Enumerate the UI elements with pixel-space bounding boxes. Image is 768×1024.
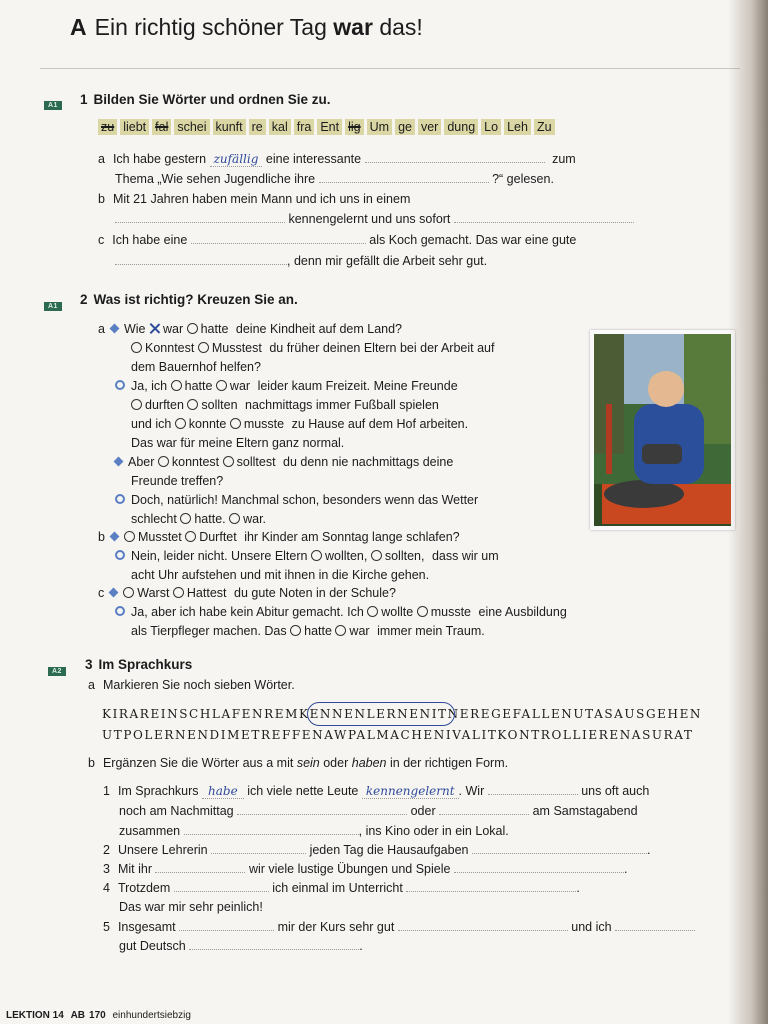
syllable: re [249,119,266,135]
option-circle-icon[interactable] [371,550,382,561]
answer-blank[interactable] [472,843,647,854]
ex2-line: Nein, leider nicht. Unsere Eltern wollten, sollten, dass wir um [115,549,499,563]
ex2-line: durften sollten nachmittags immer Fußball spielen [131,398,439,412]
syllable: Ent [317,119,342,135]
lesson-label: LEKTION 14 [6,1010,64,1021]
checked-circle-icon[interactable] [149,323,160,334]
syllable: ver [418,119,441,135]
ex2-line: und ich konnte musste zu Hause auf dem Hof arbeiten. [131,417,469,431]
answer-blank[interactable] [115,212,285,223]
ab-label: AB [70,1010,86,1021]
answer-blank[interactable] [319,172,489,183]
exercise-3-badge: A2 [48,660,66,678]
speaker-circle-icon [115,606,125,616]
ex1-b-line2: kennengelernt und uns sofort [115,212,634,226]
photo-boy-on-tractor [590,330,735,530]
page-title [70,14,423,41]
ex3-sentence-3: 3 Mit ihr wir viele lustige Übungen und Spiele . [103,862,628,876]
option-circle-icon[interactable] [187,323,198,334]
ex2-line: a Wie war hatte deine Kindheit auf dem Land? [98,322,403,336]
photo-illustration [594,334,731,526]
title-bold: war [333,14,373,40]
ex1-c-line2: , denn mir gefällt die Arbeit sehr gut. [115,254,487,268]
option-circle-icon[interactable] [229,513,240,524]
book-spine-shadow [728,0,768,1024]
ex1-a-line1: a Ich habe gestern zufällig eine interessante zum [98,152,576,166]
option-circle-icon[interactable] [230,418,241,429]
syllable: Lo [481,119,501,135]
answer-blank[interactable] [184,824,359,835]
answer-blank[interactable] [365,152,545,163]
answer-blank[interactable] [237,804,407,815]
ex1-b-line1: b Mit 21 Jahren haben mein Mann und ich uns in einem [98,192,411,206]
answer-blank[interactable] [189,939,359,950]
option-circle-icon[interactable] [131,342,142,353]
ex2-line: dem Bauernhof helfen? [131,360,261,374]
answer-blank[interactable] [615,920,695,931]
section-letter: A [70,14,87,40]
ex1-c-line1: c Ich habe eine als Koch gemacht. Das war eine gute [98,233,577,247]
answer-blank[interactable] [155,862,245,873]
answer-blank[interactable] [488,784,578,795]
answer-blank[interactable] [439,804,529,815]
ex1-a-line2: Thema „Wie sehen Jugendliche ihre ?“ gelesen. [115,172,554,186]
word-search-row-2[interactable]: UTPOLERNENDIMETREFFENAWPALMACHENIVALITKONTROLLIERENASURAT [102,728,694,742]
ex3-sentence-5-line2: gut Deutsch . [119,939,363,953]
ex2-line: acht Uhr aufstehen und mit ihnen in die Kirche gehen. [131,568,430,582]
ex2-line: Ja, aber ich habe kein Abitur gemacht. Ich wollte musste eine Ausbildung [115,605,567,619]
ex3-sentence-4-line2: Das war mir sehr peinlich! [119,900,263,914]
circled-word-marker [307,702,455,726]
option-circle-icon[interactable] [216,380,227,391]
ex2-line: Freunde treffen? [131,474,224,488]
ex2-line: Doch, natürlich! Manchmal schon, besonders wenn das Wetter [115,493,478,507]
handwritten-answer: habe [202,784,244,799]
exercise-1-badge: A1 [44,94,62,112]
option-circle-icon[interactable] [335,625,346,636]
option-circle-icon[interactable] [185,531,196,542]
syllable: Leh [504,119,531,135]
word-search-row-1[interactable]: KIRAREINSCHLAFENREMKENNENLERNENITNEREGEFALLENUTASAUSGEHEN [102,707,703,721]
ex3-b-instruction: b Ergänzen Sie die Wörter aus a mit sein oder haben in der richtigen Form. [88,756,509,770]
ex3-sentence-1-line1: 1 Im Sprachkurs habe ich viele nette Leute kennengelernt . Wir uns oft auch [103,784,650,798]
option-circle-icon[interactable] [158,456,169,467]
speaker-circle-icon [115,380,125,390]
ex3-a-instruction: a Markieren Sie noch sieben Wörter. [88,678,295,692]
option-circle-icon[interactable] [123,587,134,598]
speaker-diamond-icon [110,532,120,542]
ex2-line: Das war für meine Eltern ganz normal. [131,436,345,450]
answer-blank[interactable] [191,233,366,244]
syllable: Zu [534,119,555,135]
ex3-sentence-5: 5 Insgesamt mir der Kurs sehr gut und ich [103,920,695,934]
answer-blank[interactable] [211,843,306,854]
page-footer [6,1010,191,1021]
syllable: liebt [120,119,149,135]
option-circle-icon[interactable] [198,342,209,353]
syllable: dung [444,119,478,135]
syllable-bank [98,118,558,136]
option-circle-icon[interactable] [187,399,198,410]
ex2-line: c Warst Hattest du gute Noten in der Schule? [98,586,396,600]
syllable: Um [367,119,392,135]
exercise-2-heading: 2 Was ist richtig? Kreuzen Sie an. [80,292,298,307]
exercise-1-heading: 1 Bilden Sie Wörter und ordnen Sie zu. [80,92,331,107]
speaker-diamond-icon [109,588,119,598]
answer-blank[interactable] [454,862,624,873]
syllable: zu [98,119,117,135]
option-circle-icon[interactable] [173,587,184,598]
exercise-2-badge: A1 [44,295,62,313]
ex2-line: schlecht hatte. war. [131,512,267,526]
syllable: lig [345,119,364,135]
ex2-line: als Tierpfleger machen. Das hatte war immer mein Traum. [131,624,485,638]
ex2-line: Aber konntest solltest du denn nie nachmittags deine [115,455,453,469]
ex2-line: Ja, ich hatte war leider kaum Freizeit. Meine Freunde [115,379,458,393]
syllable: kunft [213,119,246,135]
option-circle-icon[interactable] [417,606,428,617]
title-divider [40,68,740,69]
speaker-diamond-icon [114,457,124,467]
option-circle-icon[interactable] [223,456,234,467]
answer-blank[interactable] [398,920,568,931]
title-post: das! [379,14,423,40]
syllable: schei [174,119,209,135]
handwritten-answer: zufällig [210,152,263,167]
answer-blank[interactable] [174,881,269,892]
speaker-diamond-icon [110,324,120,334]
answer-blank[interactable] [179,920,274,931]
option-circle-icon[interactable] [367,606,378,617]
syllable: fra [294,119,315,135]
ex3-sentence-2: 2 Unsere Lehrerin jeden Tag die Hausaufgaben . [103,843,651,857]
option-circle-icon[interactable] [311,550,322,561]
ex3-sentence-4: 4 Trotzdem ich einmal im Unterricht . [103,881,580,895]
speaker-circle-icon [115,550,125,560]
syllable: ge [395,119,415,135]
option-circle-icon[interactable] [171,380,182,391]
answer-blank[interactable] [454,212,634,223]
handwritten-answer: kennengelernt [362,784,459,799]
option-circle-icon[interactable] [124,531,135,542]
ex3-sentence-1-line3: zusammen , ins Kino oder in ein Lokal. [119,824,509,838]
answer-blank[interactable] [406,881,576,892]
exercise-3-heading: 3 Im Sprachkurs [85,657,193,672]
ex2-line: Konntest Musstest du früher deinen Eltern bei der Arbeit auf [131,341,494,355]
page-number: 170 [89,1010,106,1021]
option-circle-icon[interactable] [175,418,186,429]
title-pre: Ein richtig schöner Tag [94,14,327,40]
syllable: fal [152,119,171,135]
ex3-sentence-1-line2: noch am Nachmittag oder am Samstagabend [119,804,638,818]
page-number-words: einhundertsiebzig [112,1010,191,1021]
ex2-line: b Musstet Durftet ihr Kinder am Sonntag lange schlafen? [98,530,460,544]
speaker-circle-icon [115,494,125,504]
option-circle-icon[interactable] [290,625,301,636]
syllable: kal [269,119,291,135]
answer-blank[interactable] [115,254,287,265]
option-circle-icon[interactable] [131,399,142,410]
option-circle-icon[interactable] [180,513,191,524]
